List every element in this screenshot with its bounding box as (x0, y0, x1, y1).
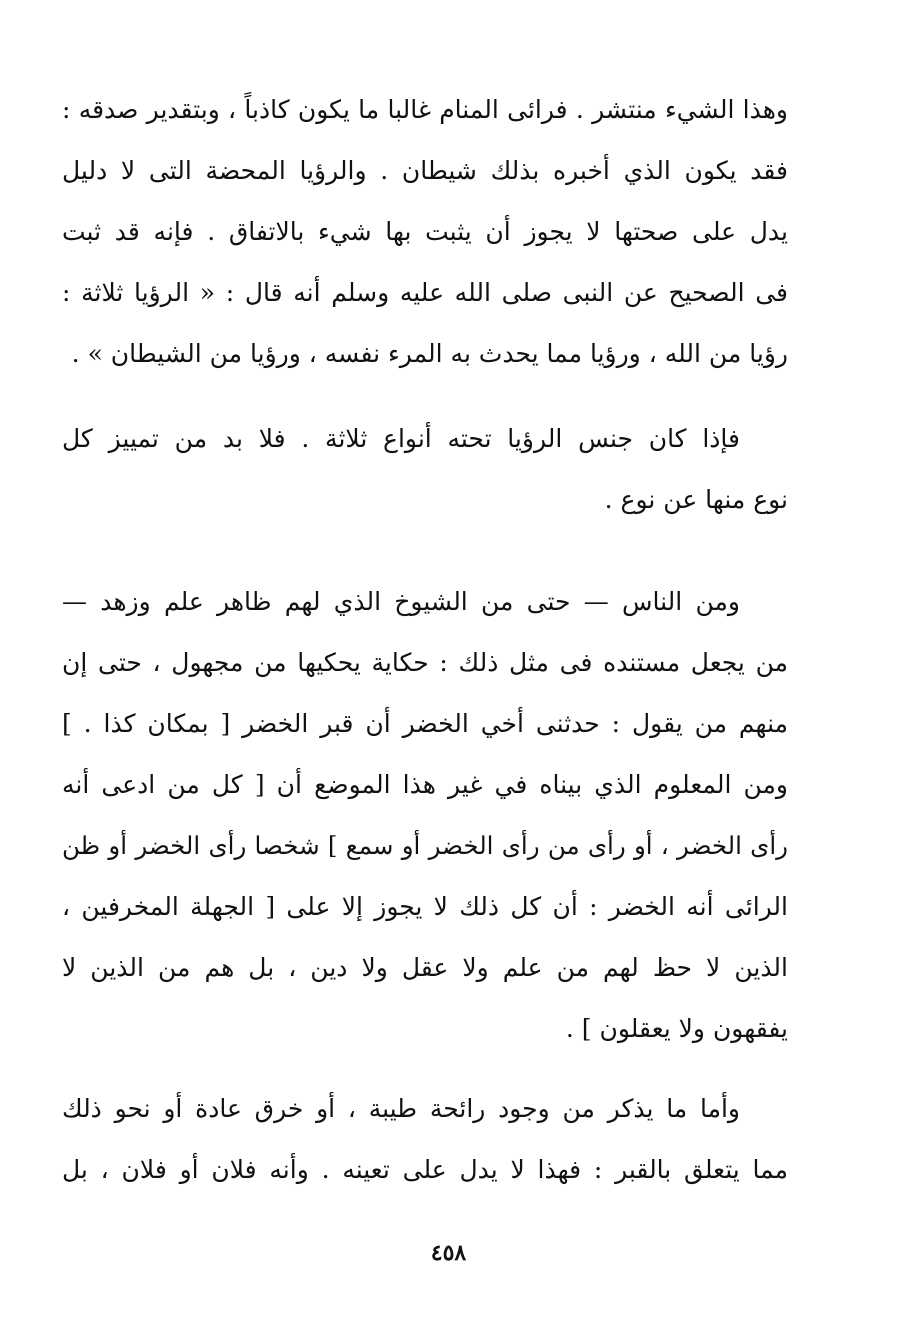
text-line: نوع منها عن نوع . (604, 485, 788, 514)
text-line: يدل على صحتها لا يجوز أن يثبت بها شيء بالاتفاق . فإنه قد ثبت (62, 217, 788, 246)
text-line: رؤيا من الله ، ورؤيا مما يحدث به المرء نفسه ، ورؤيا من الشيطان » . (71, 339, 788, 368)
paragraph-3 (62, 571, 788, 1059)
text-line: ومن الناس — حتى من الشيوخ الذي لهم ظاهر علم وزهد — (62, 587, 740, 616)
paragraph-1 (62, 79, 788, 384)
text-line: منهم من يقول : حدثنى أخي الخضر أن قبر الخضر [ بمكان كذا . ] (62, 709, 788, 738)
text-line: الذين لا حظ لهم من علم ولا عقل ولا دين ، بل هم من الذين لا (62, 953, 788, 982)
text-line: فإذا كان جنس الرؤيا تحته أنواع ثلاثة . فلا بد من تمييز كل (62, 424, 740, 453)
text-line: مما يتعلق بالقبر : فهذا لا يدل على تعينه . وأنه فلان أو فلان ، بل (62, 1155, 788, 1184)
text-line: ومن المعلوم الذي بيناه في غير هذا الموضع أن [ كل من ادعى أنه (62, 770, 788, 799)
paragraph-2 (62, 408, 788, 530)
paragraph-4 (62, 1078, 788, 1200)
text-line: فى الصحيح عن النبى صلى الله عليه وسلم أنه قال : « الرؤيا ثلاثة : (62, 278, 788, 307)
text-line: يفقهون ولا يعقلون ] . (565, 1014, 788, 1043)
text-line: وهذا الشيء منتشر . فرائى المنام غالبا ما يكون كاذباً ، وبتقدير صدقه : (62, 95, 788, 124)
text-line: وأما ما يذكر من وجود رائحة طيبة ، أو خرق عادة أو نحو ذلك (62, 1094, 740, 1123)
text-line: رأى الخضر ، أو رأى من رأى الخضر أو سمع ] شخصا رأى الخضر أو ظن (62, 831, 788, 860)
text-line: فقد يكون الذي أخبره بذلك شيطان . والرؤيا المحضة التى لا دليل (62, 156, 788, 185)
text-line: الرائى أنه الخضر : أن كل ذلك لا يجوز إلا على [ الجهلة المخرفين ، (62, 892, 788, 921)
text-line: من يجعل مستنده فى مثل ذلك : حكاية يحكيها من مجهول ، حتى إن (62, 648, 788, 677)
page-number: ٤٥٨ (430, 1240, 467, 1266)
